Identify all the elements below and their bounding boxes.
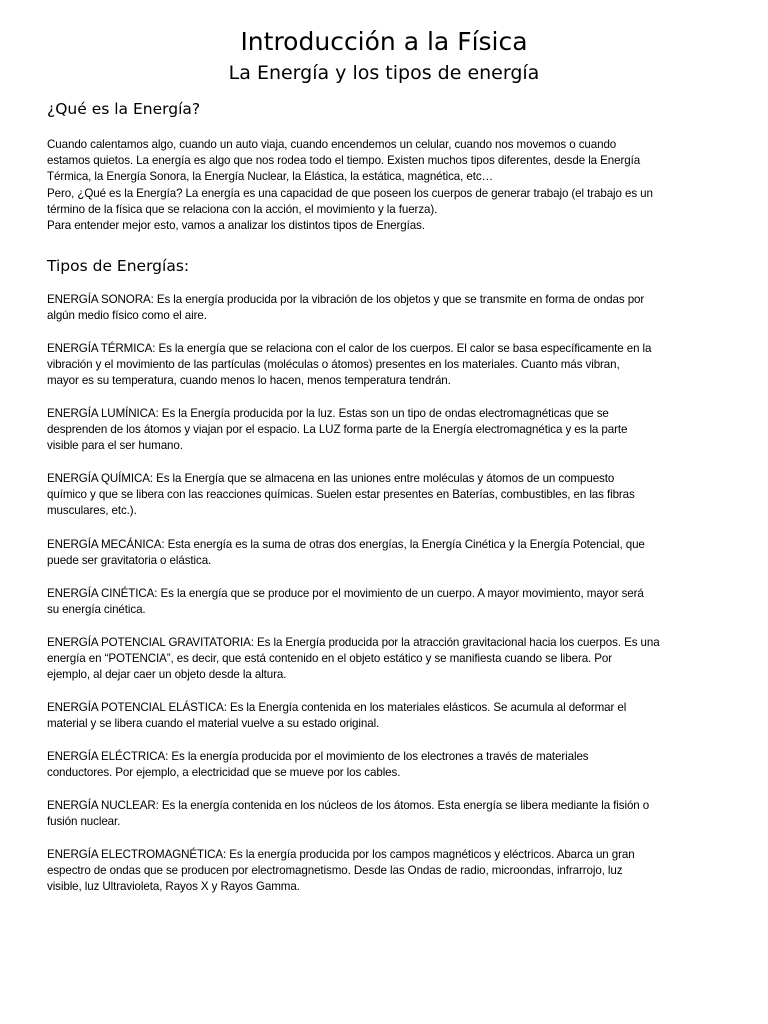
- text-line: ENERGÍA ELECTROMAGNÉTICA: Es la energía producida por los campos magnéticos y eléctricos. Abarca un gran: [47, 848, 635, 861]
- text-line: ENERGÍA SONORA: Es la energía producida por la vibración de los objetos y que se transmite en forma de ondas por: [47, 293, 645, 306]
- text-line: término de la física que se relaciona con la acción, el movimiento y la fuerza).: [47, 202, 438, 216]
- energy-type-mecanica: [47, 537, 723, 569]
- energy-type-sonora: [47, 292, 723, 324]
- energy-type-electromagnetica: [47, 847, 723, 896]
- text-line: visible para el ser humano.: [47, 439, 183, 453]
- energy-type-termica: [47, 341, 723, 390]
- text-line: ENERGÍA LUMÍNICA: Es la Energía producida por la luz. Estas son un tipo de ondas electromagnéticas que se: [47, 407, 609, 420]
- text-line: ENERGÍA POTENCIAL GRAVITATORIA: Es la Energía producida por la atracción gravitacional hacia los cuerpos. Es una: [47, 636, 660, 649]
- text-line: vibración y el movimiento de las partículas (moléculas o átomos) presentes en los materiales. Cuanto más vibran,: [47, 358, 620, 372]
- text-line: ENERGÍA CINÉTICA: Es la energía que se produce por el movimiento de un cuerpo. A mayor movimiento, mayor será: [47, 587, 644, 600]
- energy-type-cinetica: [47, 586, 723, 618]
- text-line: ENERGÍA NUCLEAR: Es la energía contenida en los núcleos de los átomos. Esta energía se libera mediante la fisión o: [47, 799, 650, 812]
- text-line: su energía cinética.: [47, 603, 146, 617]
- text-line: estamos quietos. La energía es algo que nos rodea todo el tiempo. Existen muchos tipos diferentes, desde la Energía: [47, 154, 641, 168]
- section-heading-tipos-de-energias: Tipos de Energías:: [47, 257, 190, 275]
- text-line: mayor es su temperatura, cuando menos lo hacen, menos temperatura tendrán.: [47, 374, 451, 388]
- section-heading-que-es-la-energia: ¿Qué es la Energía?: [47, 100, 201, 118]
- text-line: visible, luz Ultravioleta, Rayos X y Rayos Gamma.: [47, 880, 300, 894]
- text-line: ENERGÍA MECÁNICA: Esta energía es la suma de otras dos energías, la Energía Cinética y la Energía Potencial, que: [47, 538, 645, 551]
- energy-type-electrica: [47, 749, 723, 781]
- text-line: algún medio físico como el aire.: [47, 309, 207, 323]
- text-line: ENERGÍA QUÍMICA: Es la Energía que se almacena en las uniones entre moléculas y átomos de un compuesto: [47, 472, 615, 485]
- text-line: ENERGÍA TÉRMICA: Es la energía que se relaciona con el calor de los cuerpos. El calor se basa específicamente en la: [47, 342, 652, 355]
- energy-type-quimica: [47, 471, 723, 520]
- document-title: Introducción a la Física: [240, 27, 528, 56]
- text-line: Cuando calentamos algo, cuando un auto viaja, cuando encendemos un celular, cuando nos movemos o cuando: [47, 138, 617, 151]
- text-line: Para entender mejor esto, vamos a analizar los distintos tipos de Energías.: [47, 219, 425, 233]
- text-line: ENERGÍA POTENCIAL ELÁSTICA: Es la Energía contenida en los materiales elásticos. Se acumula al deformar el: [47, 701, 627, 714]
- text-line: Pero, ¿Qué es la Energía? La energía es una capacidad de que poseen los cuerpos de generar trabajo (el trabajo es un: [47, 186, 653, 200]
- text-line: Térmica, la Energía Sonora, la Energía Nuclear, la Elástica, la estática, magnética, etc…: [47, 170, 494, 184]
- energy-type-luminica: [47, 406, 723, 455]
- text-line: conductores. Por ejemplo, a electricidad que se mueve por los cables.: [47, 766, 401, 780]
- text-line: energía en “POTENCIA”, es decir, que está contenido en el objeto estático y se manifiesta cuando se libera. Por: [47, 652, 613, 666]
- energy-type-nuclear: [47, 798, 723, 830]
- text-line: espectro de ondas que se producen por electromagnetismo. Desde las Ondas de radio, microondas, infrarrojo, luz: [47, 864, 623, 878]
- text-line: ejemplo, al dejar caer un objeto desde la altura.: [47, 668, 287, 682]
- text-line: químico y que se libera con las reacciones químicas. Suelen estar presentes en Baterías, combustibles, en las fibras: [47, 488, 635, 502]
- text-line: material y se libera cuando el material vuelve a su estado original.: [47, 717, 380, 731]
- energy-type-potencial-gravitatoria: [47, 635, 723, 684]
- text-line: puede ser gravitatoria o elástica.: [47, 554, 212, 568]
- text-line: desprenden de los átomos y viajan por el espacio. La LUZ forma parte de la Energía electromagnética y es la parte: [47, 423, 628, 437]
- text-line: musculares, etc.).: [47, 504, 137, 518]
- document-subtitle: La Energía y los tipos de energía: [228, 62, 540, 84]
- text-line: fusión nuclear.: [47, 815, 121, 829]
- energy-type-potencial-elastica: [47, 700, 723, 732]
- text-line: ENERGÍA ELÉCTRICA: Es la energía producida por el movimiento de los electrones a través de materiales: [47, 750, 589, 763]
- intro-paragraph: [47, 137, 723, 234]
